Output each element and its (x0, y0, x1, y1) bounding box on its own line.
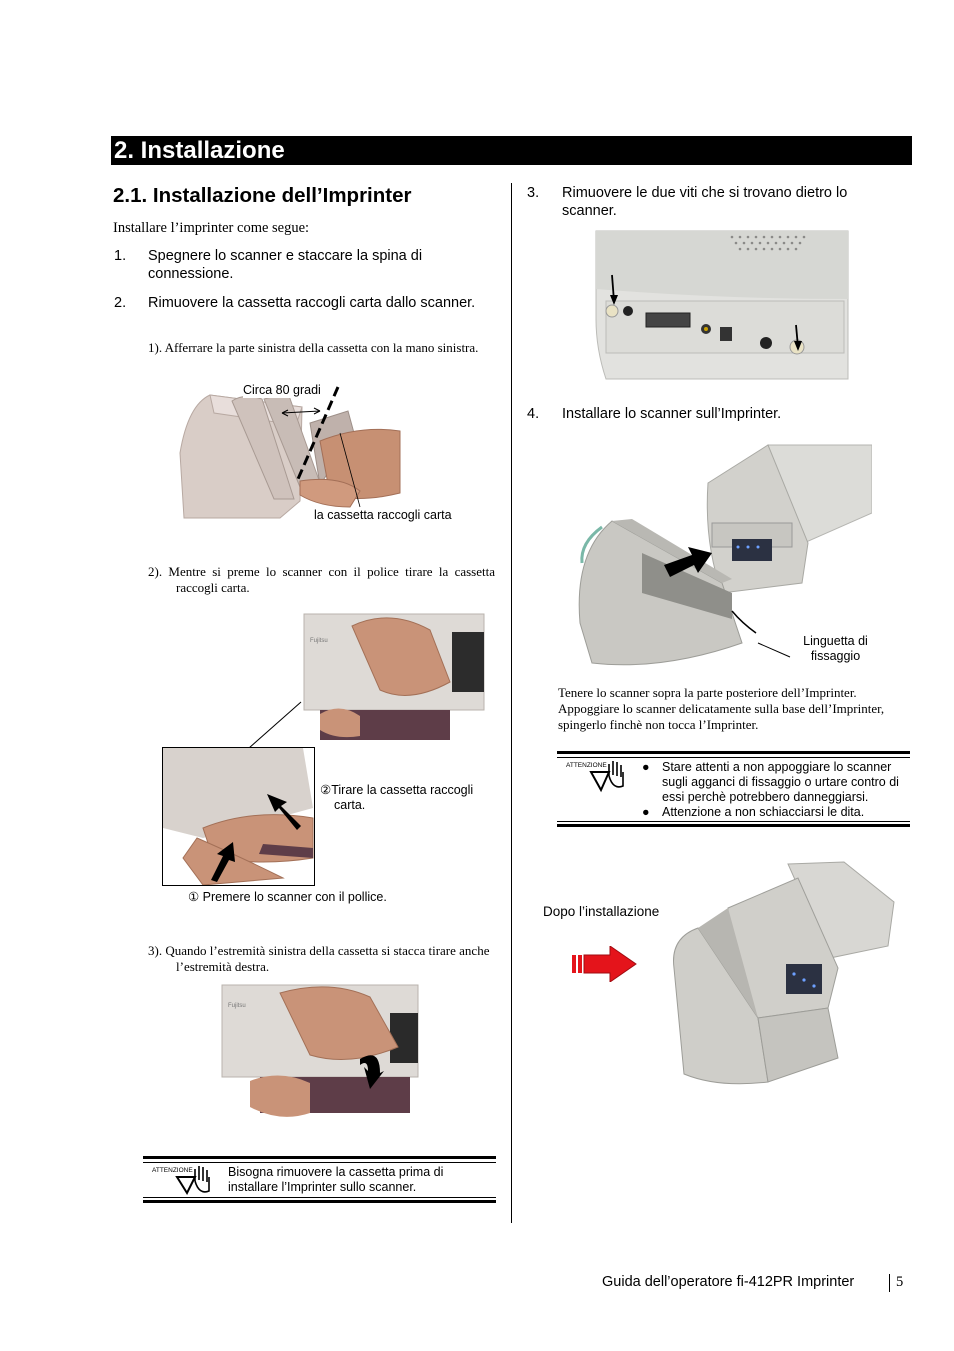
install-paragraph: Tenere lo scanner sopra la parte posteriore dell’Imprinter. Appoggiare lo scanner delicatamente sulla base dell’Imprinter, spingerlo finchè non tocca l’Imprinter. (558, 685, 885, 732)
step-3-number: 3. (527, 185, 540, 201)
figure-press-scanner (300, 612, 486, 746)
installed-scanner-illustration (668, 858, 896, 1090)
tray-right-end-illustration (220, 983, 420, 1133)
step-1-text: Spegnere lo scanner e staccare la spina di connessione. (148, 248, 423, 282)
scanner-press-illustration (300, 612, 486, 746)
figure-label-tab: Linguetta di fissaggio (803, 634, 868, 663)
step-1-number: 1. (114, 248, 127, 264)
figure-label-press: ① Premere lo scanner con il pollice. (188, 890, 387, 904)
scanner-tray-illustration (170, 383, 402, 525)
note-bottom-rule (143, 1200, 496, 1203)
note-top-rule (143, 1156, 496, 1159)
step-4-text: Installare lo scanner sull’Imprinter. (562, 406, 782, 422)
figure-label-after: Dopo l’installazione (543, 904, 660, 919)
tray-pull-detail-illustration (163, 748, 314, 885)
footer-separator (889, 1274, 890, 1292)
figure-label-angle: Circa 80 gradi (243, 383, 321, 397)
scanner-brand-mark-2: Fujitsu (228, 1003, 246, 1009)
scanner-back-illustration (592, 229, 850, 381)
section-title: 2.1. Installazione dell’Imprinter (113, 184, 412, 207)
zoom-connector-lines (245, 700, 305, 750)
note2-item: ● Stare attenti a non appoggiare lo scanner sugli agganci di fissaggio o urtare contro di essi perchè potrebbero danneggiarsi. (642, 760, 899, 804)
step-4-number: 4. (527, 406, 540, 422)
step-2-number: 2. (114, 295, 127, 311)
note2-bottom-rule (557, 824, 910, 827)
note2-top-rule (557, 751, 910, 754)
page-number: 5 (896, 1274, 904, 1290)
svg-text:ATTENZIONE: ATTENZIONE (152, 1167, 193, 1174)
note-bottom-rule-thin (143, 1197, 496, 1198)
figure-tray-grab (170, 383, 402, 525)
step-2-text: Rimuovere la cassetta raccogli carta dallo scanner. (148, 295, 476, 311)
figure-label-tray: la cassetta raccogli carta (314, 508, 452, 522)
substep-3-text: 3). Quando l’estremità sinistra della cassetta si stacca tirare anche l’estremità destra. (148, 943, 490, 974)
note2-list (642, 760, 904, 820)
hand-attention-icon (151, 1163, 216, 1197)
figure-after-install (668, 858, 896, 1090)
column-divider (511, 183, 512, 1223)
note2-bottom-rule-thin (557, 821, 910, 822)
substep-2-text: 2). Mentre si preme lo scanner con il police tirare la cassetta raccogli carta. (148, 564, 495, 595)
figure-label-pull: ②Tirare la cassetta raccogli carta. (320, 783, 474, 812)
hand-attention-icon (565, 758, 630, 794)
section-intro: Installare l’imprinter come segue: (113, 220, 310, 236)
note-text-left: Bisogna rimuovere la cassetta prima di installare l’Imprinter sullo scanner. (228, 1165, 444, 1194)
chapter-title: 2. Installazione (114, 137, 285, 164)
scanner-brand-mark: Fujitsu (310, 638, 328, 644)
figure-zoom-detail (162, 747, 315, 886)
red-arrow-icon (572, 946, 638, 982)
step-3-text: Rimuovere le due viti che si trovano dietro lo scanner. (562, 185, 848, 219)
note2-item: ● Attenzione a non schiacciarsi le dita. (642, 805, 865, 819)
figure-scanner-back (592, 229, 850, 381)
figure-pull-right-end (220, 983, 420, 1133)
substep-1-text: 1). Afferrare la parte sinistra della cassetta con la mano sinistra. (148, 340, 479, 355)
footer-title: Guida dell’operatore fi-412PR Imprinter (602, 1274, 855, 1290)
svg-text:ATTENZIONE: ATTENZIONE (566, 762, 607, 769)
